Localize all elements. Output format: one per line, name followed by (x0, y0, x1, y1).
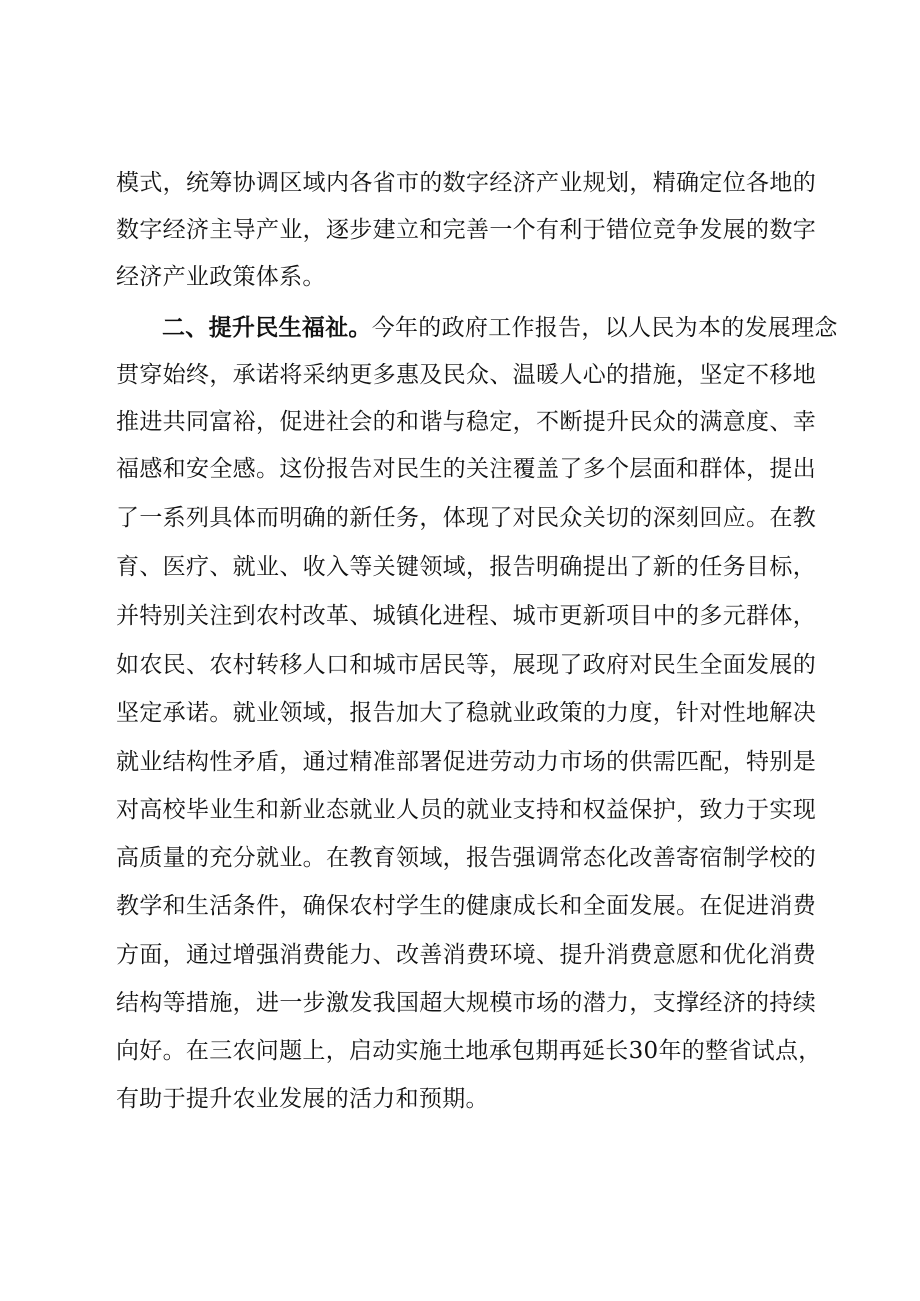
paragraph-line: 贯穿始终，承诺将采纳更多惠及民众、温暖人心的措施，坚定不移地 (116, 362, 816, 388)
paragraph-first-line (162, 313, 838, 343)
paragraph-line: 对高校毕业生和新业态就业人员的就业支持和权益保护，致力于实现 (116, 797, 816, 823)
paragraph-line: 数字经济主导产业，逐步建立和完善一个有利于错位竞争发展的数字 (116, 217, 816, 243)
paragraph-line: 高质量的充分就业。在教育领域，报告强调常态化改善寄宿制学校的 (116, 845, 816, 871)
paragraph-line: 结构等措施，进一步激发我国超大规模市场的潜力，支撑经济的持续 (116, 990, 816, 1016)
paragraph-line: 方面，通过增强消费能力、改善消费环境、提升消费意愿和优化消费 (116, 942, 816, 968)
paragraph-line: 了一系列具体而明确的新任务，体现了对民众关切的深刻回应。在教 (116, 505, 816, 531)
section-heading: 二、提升民生福祉。 (162, 315, 372, 341)
paragraph-line: 就业结构性矛盾，通过精准部署促进劳动力市场的供需匹配，特别是 (116, 749, 816, 775)
paragraph-line: 如农民、农村转移人口和城市居民等，展现了政府对民生全面发展的 (116, 652, 816, 678)
paragraph-line: 教学和生活条件，确保农村学生的健康成长和全面发展。在促进消费 (116, 893, 816, 919)
paragraph-line: 经济产业政策体系。 (116, 264, 326, 290)
paragraph-line: 并特别关注到农村改革、城镇化进程、城市更新项目中的多元群体， (116, 603, 816, 629)
paragraph-line: 育、医疗、就业、收入等关键领域，报告明确提出了新的任务目标， (116, 554, 816, 580)
paragraph-line: 福感和安全感。这份报告对民生的关注覆盖了多个层面和群体，提出 (116, 456, 816, 482)
paragraph-line: 有助于提升农业发展的活力和预期。 (116, 1086, 489, 1112)
paragraph-text: 今年的政府工作报告，以人民为本的发展理念 (371, 315, 838, 341)
paragraph-line: 推进共同富裕，促进社会的和谐与稳定，不断提升民众的满意度、幸 (116, 409, 816, 435)
paragraph-line: 向好。在三农问题上，启动实施土地承包期再延长30年的整省试点， (116, 1038, 822, 1064)
paragraph-line: 模式，统筹协调区域内各省市的数字经济产业规划，精确定位各地的 (116, 170, 816, 196)
paragraph-line: 坚定承诺。就业领域，报告加大了稳就业政策的力度，针对性地解决 (116, 700, 816, 726)
